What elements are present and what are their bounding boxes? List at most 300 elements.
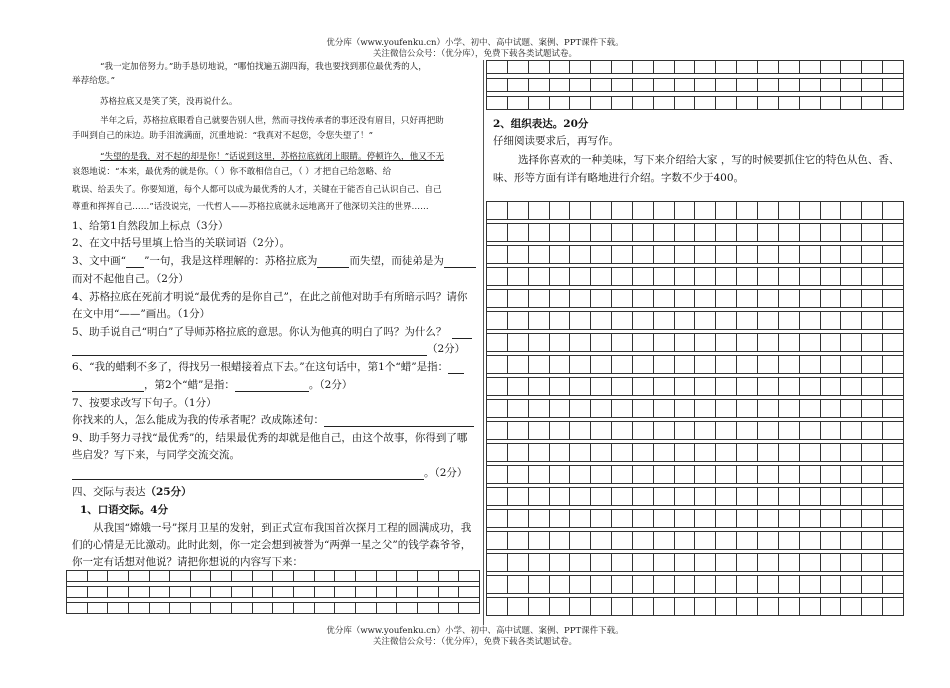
grid-cell[interactable] — [528, 202, 549, 220]
grid-cell[interactable] — [820, 510, 841, 528]
grid-cell[interactable] — [716, 79, 737, 92]
grid-cell[interactable] — [883, 510, 904, 528]
grid-cell[interactable] — [211, 603, 232, 614]
grid-cell[interactable] — [211, 571, 232, 582]
grid-cell[interactable] — [612, 488, 633, 506]
grid-cell[interactable] — [820, 576, 841, 594]
grid-cell[interactable] — [737, 510, 758, 528]
grid-cell[interactable] — [438, 587, 459, 598]
grid-cell[interactable] — [883, 246, 904, 264]
grid-cell[interactable] — [376, 587, 397, 598]
grid-cell[interactable] — [716, 554, 737, 572]
grid-cell[interactable] — [799, 202, 820, 220]
grid-cell[interactable] — [653, 422, 674, 440]
grid-cell[interactable] — [737, 224, 758, 242]
grid-cell[interactable] — [335, 571, 356, 582]
grid-cell[interactable] — [632, 79, 653, 92]
grid-cell[interactable] — [778, 598, 799, 616]
grid-cell[interactable] — [778, 290, 799, 308]
grid-cell[interactable] — [612, 224, 633, 242]
grid-cell[interactable] — [570, 444, 591, 462]
grid-cell[interactable] — [674, 268, 695, 286]
grid-cell[interactable] — [570, 378, 591, 396]
grid-cell[interactable] — [695, 61, 716, 74]
grid-cell[interactable] — [737, 97, 758, 110]
grid-cell[interactable] — [549, 576, 570, 594]
grid-cell[interactable] — [487, 79, 508, 92]
grid-cell[interactable] — [487, 334, 508, 352]
grid-cell[interactable] — [737, 61, 758, 74]
grid-cell[interactable] — [862, 79, 883, 92]
grid-cell[interactable] — [549, 466, 570, 484]
grid-cell[interactable] — [190, 571, 211, 582]
grid-cell[interactable] — [757, 466, 778, 484]
grid-cell[interactable] — [862, 422, 883, 440]
grid-cell[interactable] — [487, 444, 508, 462]
grid-cell[interactable] — [612, 61, 633, 74]
grid-cell[interactable] — [570, 466, 591, 484]
grid-cell[interactable] — [841, 334, 862, 352]
grid-cell[interactable] — [883, 488, 904, 506]
grid-cell[interactable] — [820, 378, 841, 396]
grid-cell[interactable] — [778, 510, 799, 528]
grid-cell[interactable] — [841, 576, 862, 594]
grid-cell[interactable] — [695, 334, 716, 352]
grid-cell[interactable] — [612, 268, 633, 286]
grid-cell[interactable] — [591, 290, 612, 308]
grid-cell[interactable] — [612, 444, 633, 462]
grid-cell[interactable] — [778, 532, 799, 550]
grid-cell[interactable] — [716, 510, 737, 528]
grid-cell[interactable] — [507, 61, 528, 74]
grid-cell[interactable] — [487, 246, 508, 264]
grid-cell[interactable] — [757, 510, 778, 528]
grid-cell[interactable] — [757, 444, 778, 462]
grid-cell[interactable] — [487, 598, 508, 616]
grid-cell[interactable] — [591, 554, 612, 572]
grid-cell[interactable] — [716, 532, 737, 550]
grid-cell[interactable] — [314, 571, 335, 582]
grid-cell[interactable] — [737, 488, 758, 506]
grid-cell[interactable] — [570, 422, 591, 440]
grid-cell[interactable] — [632, 598, 653, 616]
grid-cell[interactable] — [653, 532, 674, 550]
grid-cell[interactable] — [799, 466, 820, 484]
grid-cell[interactable] — [820, 246, 841, 264]
grid-cell[interactable] — [67, 603, 88, 614]
grid-cell[interactable] — [841, 224, 862, 242]
grid-cell[interactable] — [507, 246, 528, 264]
grid-cell[interactable] — [841, 312, 862, 330]
grid-cell[interactable] — [570, 202, 591, 220]
grid-cell[interactable] — [459, 587, 480, 598]
grid-cell[interactable] — [273, 603, 294, 614]
grid-cell[interactable] — [695, 400, 716, 418]
grid-cell[interactable] — [632, 422, 653, 440]
grid-cell[interactable] — [632, 268, 653, 286]
grid-cell[interactable] — [757, 202, 778, 220]
grid-cell[interactable] — [549, 312, 570, 330]
grid-cell[interactable] — [799, 554, 820, 572]
grid-cell[interactable] — [737, 378, 758, 396]
grid-cell[interactable] — [528, 444, 549, 462]
grid-cell[interactable] — [862, 224, 883, 242]
grid-cell[interactable] — [528, 378, 549, 396]
grid-cell[interactable] — [674, 79, 695, 92]
grid-cell[interactable] — [632, 312, 653, 330]
grid-cell[interactable] — [862, 532, 883, 550]
grid-cell[interactable] — [591, 202, 612, 220]
grid-cell[interactable] — [737, 268, 758, 286]
grid-cell[interactable] — [820, 334, 841, 352]
grid-cell[interactable] — [528, 598, 549, 616]
grid-cell[interactable] — [397, 603, 418, 614]
grid-cell[interactable] — [737, 554, 758, 572]
grid-cell[interactable] — [799, 400, 820, 418]
grid-cell[interactable] — [528, 61, 549, 74]
grid-cell[interactable] — [314, 587, 335, 598]
grid-cell[interactable] — [737, 400, 758, 418]
grid-cell[interactable] — [355, 603, 376, 614]
grid-cell[interactable] — [528, 290, 549, 308]
grid-cell[interactable] — [549, 400, 570, 418]
grid-cell[interactable] — [841, 598, 862, 616]
grid-cell[interactable] — [591, 400, 612, 418]
grid-cell[interactable] — [528, 532, 549, 550]
grid-cell[interactable] — [674, 312, 695, 330]
grid-cell[interactable] — [862, 268, 883, 286]
grid-cell[interactable] — [487, 466, 508, 484]
grid-cell[interactable] — [570, 97, 591, 110]
grid-cell[interactable] — [883, 334, 904, 352]
grid-cell[interactable] — [612, 246, 633, 264]
grid-cell[interactable] — [757, 576, 778, 594]
grid-cell[interactable] — [799, 576, 820, 594]
grid-cell[interactable] — [674, 202, 695, 220]
grid-cell[interactable] — [841, 246, 862, 264]
grid-cell[interactable] — [294, 603, 315, 614]
grid-cell[interactable] — [108, 571, 129, 582]
q9-answer-blank[interactable] — [72, 468, 424, 480]
grid-cell[interactable] — [737, 422, 758, 440]
grid-cell[interactable] — [570, 510, 591, 528]
grid-cell[interactable] — [716, 400, 737, 418]
grid-cell[interactable] — [716, 488, 737, 506]
grid-cell[interactable] — [716, 422, 737, 440]
grid-cell[interactable] — [778, 224, 799, 242]
grid-cell[interactable] — [67, 571, 88, 582]
grid-cell[interactable] — [653, 510, 674, 528]
grid-cell[interactable] — [570, 576, 591, 594]
grid-cell[interactable] — [820, 61, 841, 74]
grid-cell[interactable] — [799, 312, 820, 330]
grid-cell[interactable] — [695, 466, 716, 484]
grid-cell[interactable] — [737, 444, 758, 462]
grid-cell[interactable] — [820, 97, 841, 110]
grid-cell[interactable] — [591, 510, 612, 528]
grid-cell[interactable] — [487, 488, 508, 506]
q6-answer-blank-1[interactable] — [448, 362, 464, 374]
grid-cell[interactable] — [820, 268, 841, 286]
grid-cell[interactable] — [778, 400, 799, 418]
grid-cell[interactable] — [528, 576, 549, 594]
grid-cell[interactable] — [737, 466, 758, 484]
grid-cell[interactable] — [862, 334, 883, 352]
grid-cell[interactable] — [591, 488, 612, 506]
grid-cell[interactable] — [549, 334, 570, 352]
grid-cell[interactable] — [507, 554, 528, 572]
grid-cell[interactable] — [820, 466, 841, 484]
grid-cell[interactable] — [716, 576, 737, 594]
grid-cell[interactable] — [487, 532, 508, 550]
grid-cell[interactable] — [862, 312, 883, 330]
grid-cell[interactable] — [883, 400, 904, 418]
grid-cell[interactable] — [883, 290, 904, 308]
grid-cell[interactable] — [591, 576, 612, 594]
grid-cell[interactable] — [695, 444, 716, 462]
grid-cell[interactable] — [632, 356, 653, 374]
grid-cell[interactable] — [67, 587, 88, 598]
grid-cell[interactable] — [549, 378, 570, 396]
grid-cell[interactable] — [549, 246, 570, 264]
grid-cell[interactable] — [570, 488, 591, 506]
grid-cell[interactable] — [549, 444, 570, 462]
grid-cell[interactable] — [528, 422, 549, 440]
grid-cell[interactable] — [355, 587, 376, 598]
grid-cell[interactable] — [862, 576, 883, 594]
grid-cell[interactable] — [507, 356, 528, 374]
grid-cell[interactable] — [632, 444, 653, 462]
grid-cell[interactable] — [653, 466, 674, 484]
grid-cell[interactable] — [820, 598, 841, 616]
grid-cell[interactable] — [883, 97, 904, 110]
grid-cell[interactable] — [507, 202, 528, 220]
grid-cell[interactable] — [799, 444, 820, 462]
grid-cell[interactable] — [632, 290, 653, 308]
grid-cell[interactable] — [841, 532, 862, 550]
grid-cell[interactable] — [570, 334, 591, 352]
grid-cell[interactable] — [883, 79, 904, 92]
grid-cell[interactable] — [820, 79, 841, 92]
grid-cell[interactable] — [841, 510, 862, 528]
grid-cell[interactable] — [549, 97, 570, 110]
grid-cell[interactable] — [149, 603, 170, 614]
grid-cell[interactable] — [695, 356, 716, 374]
grid-cell[interactable] — [591, 422, 612, 440]
grid-cell[interactable] — [757, 61, 778, 74]
grid-cell[interactable] — [841, 290, 862, 308]
grid-cell[interactable] — [438, 571, 459, 582]
grid-cell[interactable] — [883, 61, 904, 74]
grid-cell[interactable] — [841, 422, 862, 440]
grid-cell[interactable] — [757, 312, 778, 330]
grid-cell[interactable] — [438, 603, 459, 614]
grid-cell[interactable] — [695, 554, 716, 572]
grid-cell[interactable] — [841, 444, 862, 462]
grid-cell[interactable] — [570, 312, 591, 330]
grid-cell[interactable] — [653, 378, 674, 396]
grid-cell[interactable] — [653, 246, 674, 264]
grid-cell[interactable] — [128, 571, 149, 582]
grid-cell[interactable] — [757, 488, 778, 506]
grid-cell[interactable] — [487, 312, 508, 330]
grid-cell[interactable] — [87, 603, 108, 614]
grid-cell[interactable] — [716, 378, 737, 396]
grid-cell[interactable] — [528, 466, 549, 484]
grid-cell[interactable] — [252, 603, 273, 614]
grid-cell[interactable] — [549, 202, 570, 220]
grid-cell[interactable] — [612, 290, 633, 308]
grid-cell[interactable] — [716, 312, 737, 330]
grid-cell[interactable] — [355, 571, 376, 582]
grid-cell[interactable] — [549, 290, 570, 308]
grid-cell[interactable] — [883, 268, 904, 286]
grid-cell[interactable] — [507, 422, 528, 440]
grid-cell[interactable] — [549, 422, 570, 440]
grid-cell[interactable] — [570, 224, 591, 242]
grid-cell[interactable] — [632, 400, 653, 418]
grid-cell[interactable] — [507, 378, 528, 396]
grid-cell[interactable] — [507, 532, 528, 550]
grid-cell[interactable] — [632, 488, 653, 506]
grid-cell[interactable] — [528, 97, 549, 110]
grid-cell[interactable] — [612, 97, 633, 110]
grid-cell[interactable] — [487, 202, 508, 220]
grid-cell[interactable] — [612, 400, 633, 418]
grid-cell[interactable] — [862, 290, 883, 308]
grid-cell[interactable] — [591, 268, 612, 286]
grid-cell[interactable] — [653, 312, 674, 330]
grid-cell[interactable] — [883, 422, 904, 440]
grid-cell[interactable] — [695, 202, 716, 220]
grid-cell[interactable] — [335, 587, 356, 598]
grid-cell[interactable] — [612, 554, 633, 572]
grid-cell[interactable] — [487, 400, 508, 418]
grid-cell[interactable] — [695, 246, 716, 264]
grid-cell[interactable] — [841, 268, 862, 286]
grid-cell[interactable] — [549, 510, 570, 528]
grid-cell[interactable] — [273, 587, 294, 598]
grid-cell[interactable] — [653, 61, 674, 74]
grid-cell[interactable] — [841, 79, 862, 92]
grid-cell[interactable] — [612, 312, 633, 330]
grid-cell[interactable] — [799, 378, 820, 396]
grid-cell[interactable] — [487, 576, 508, 594]
grid-cell[interactable] — [632, 510, 653, 528]
grid-cell[interactable] — [799, 532, 820, 550]
grid-cell[interactable] — [778, 268, 799, 286]
grid-cell[interactable] — [232, 571, 253, 582]
grid-cell[interactable] — [252, 587, 273, 598]
grid-cell[interactable] — [737, 246, 758, 264]
grid-cell[interactable] — [632, 378, 653, 396]
grid-cell[interactable] — [737, 79, 758, 92]
grid-cell[interactable] — [612, 334, 633, 352]
grid-cell[interactable] — [528, 312, 549, 330]
grid-cell[interactable] — [528, 356, 549, 374]
grid-cell[interactable] — [612, 422, 633, 440]
grid-cell[interactable] — [653, 598, 674, 616]
grid-cell[interactable] — [674, 356, 695, 374]
grid-cell[interactable] — [507, 97, 528, 110]
grid-cell[interactable] — [417, 571, 438, 582]
grid-cell[interactable] — [149, 571, 170, 582]
grid-cell[interactable] — [820, 202, 841, 220]
grid-cell[interactable] — [778, 97, 799, 110]
q5-answer-blank-1[interactable] — [452, 327, 472, 339]
grid-cell[interactable] — [653, 224, 674, 242]
grid-cell[interactable] — [528, 510, 549, 528]
grid-cell[interactable] — [487, 510, 508, 528]
grid-cell[interactable] — [841, 202, 862, 220]
grid-cell[interactable] — [674, 290, 695, 308]
grid-cell[interactable] — [799, 334, 820, 352]
grid-cell[interactable] — [695, 79, 716, 92]
grid-cell[interactable] — [170, 603, 191, 614]
grid-cell[interactable] — [528, 554, 549, 572]
grid-cell[interactable] — [487, 224, 508, 242]
grid-cell[interactable] — [737, 312, 758, 330]
grid-cell[interactable] — [528, 334, 549, 352]
grid-cell[interactable] — [570, 61, 591, 74]
grid-cell[interactable] — [507, 79, 528, 92]
grid-cell[interactable] — [570, 356, 591, 374]
grid-cell[interactable] — [778, 488, 799, 506]
q6-answer-blank-1b[interactable] — [72, 380, 144, 392]
grid-cell[interactable] — [841, 488, 862, 506]
q8-answer-blank[interactable] — [324, 415, 474, 427]
grid-cell[interactable] — [778, 444, 799, 462]
q6-answer-blank-2[interactable] — [235, 380, 309, 392]
grid-cell[interactable] — [799, 488, 820, 506]
grid-cell[interactable] — [841, 466, 862, 484]
grid-cell[interactable] — [128, 603, 149, 614]
grid-cell[interactable] — [549, 79, 570, 92]
grid-cell[interactable] — [778, 312, 799, 330]
grid-cell[interactable] — [128, 587, 149, 598]
grid-cell[interactable] — [570, 532, 591, 550]
grid-cell[interactable] — [632, 466, 653, 484]
grid-cell[interactable] — [757, 224, 778, 242]
grid-cell[interactable] — [314, 603, 335, 614]
grid-cell[interactable] — [778, 61, 799, 74]
grid-cell[interactable] — [459, 603, 480, 614]
grid-cell[interactable] — [695, 422, 716, 440]
grid-cell[interactable] — [716, 290, 737, 308]
grid-cell[interactable] — [170, 571, 191, 582]
grid-cell[interactable] — [757, 268, 778, 286]
grid-cell[interactable] — [778, 576, 799, 594]
grid-cell[interactable] — [653, 554, 674, 572]
grid-cell[interactable] — [507, 400, 528, 418]
grid-cell[interactable] — [294, 571, 315, 582]
grid-cell[interactable] — [459, 571, 480, 582]
grid-cell[interactable] — [335, 603, 356, 614]
grid-cell[interactable] — [653, 400, 674, 418]
grid-cell[interactable] — [820, 400, 841, 418]
grid-cell[interactable] — [487, 97, 508, 110]
grid-cell[interactable] — [149, 587, 170, 598]
grid-cell[interactable] — [632, 334, 653, 352]
grid-cell[interactable] — [695, 378, 716, 396]
grid-cell[interactable] — [778, 554, 799, 572]
grid-cell[interactable] — [799, 268, 820, 286]
grid-cell[interactable] — [716, 202, 737, 220]
composition-grid[interactable] — [486, 201, 904, 616]
grid-cell[interactable] — [674, 554, 695, 572]
grid-cell[interactable] — [799, 246, 820, 264]
grid-cell[interactable] — [757, 400, 778, 418]
